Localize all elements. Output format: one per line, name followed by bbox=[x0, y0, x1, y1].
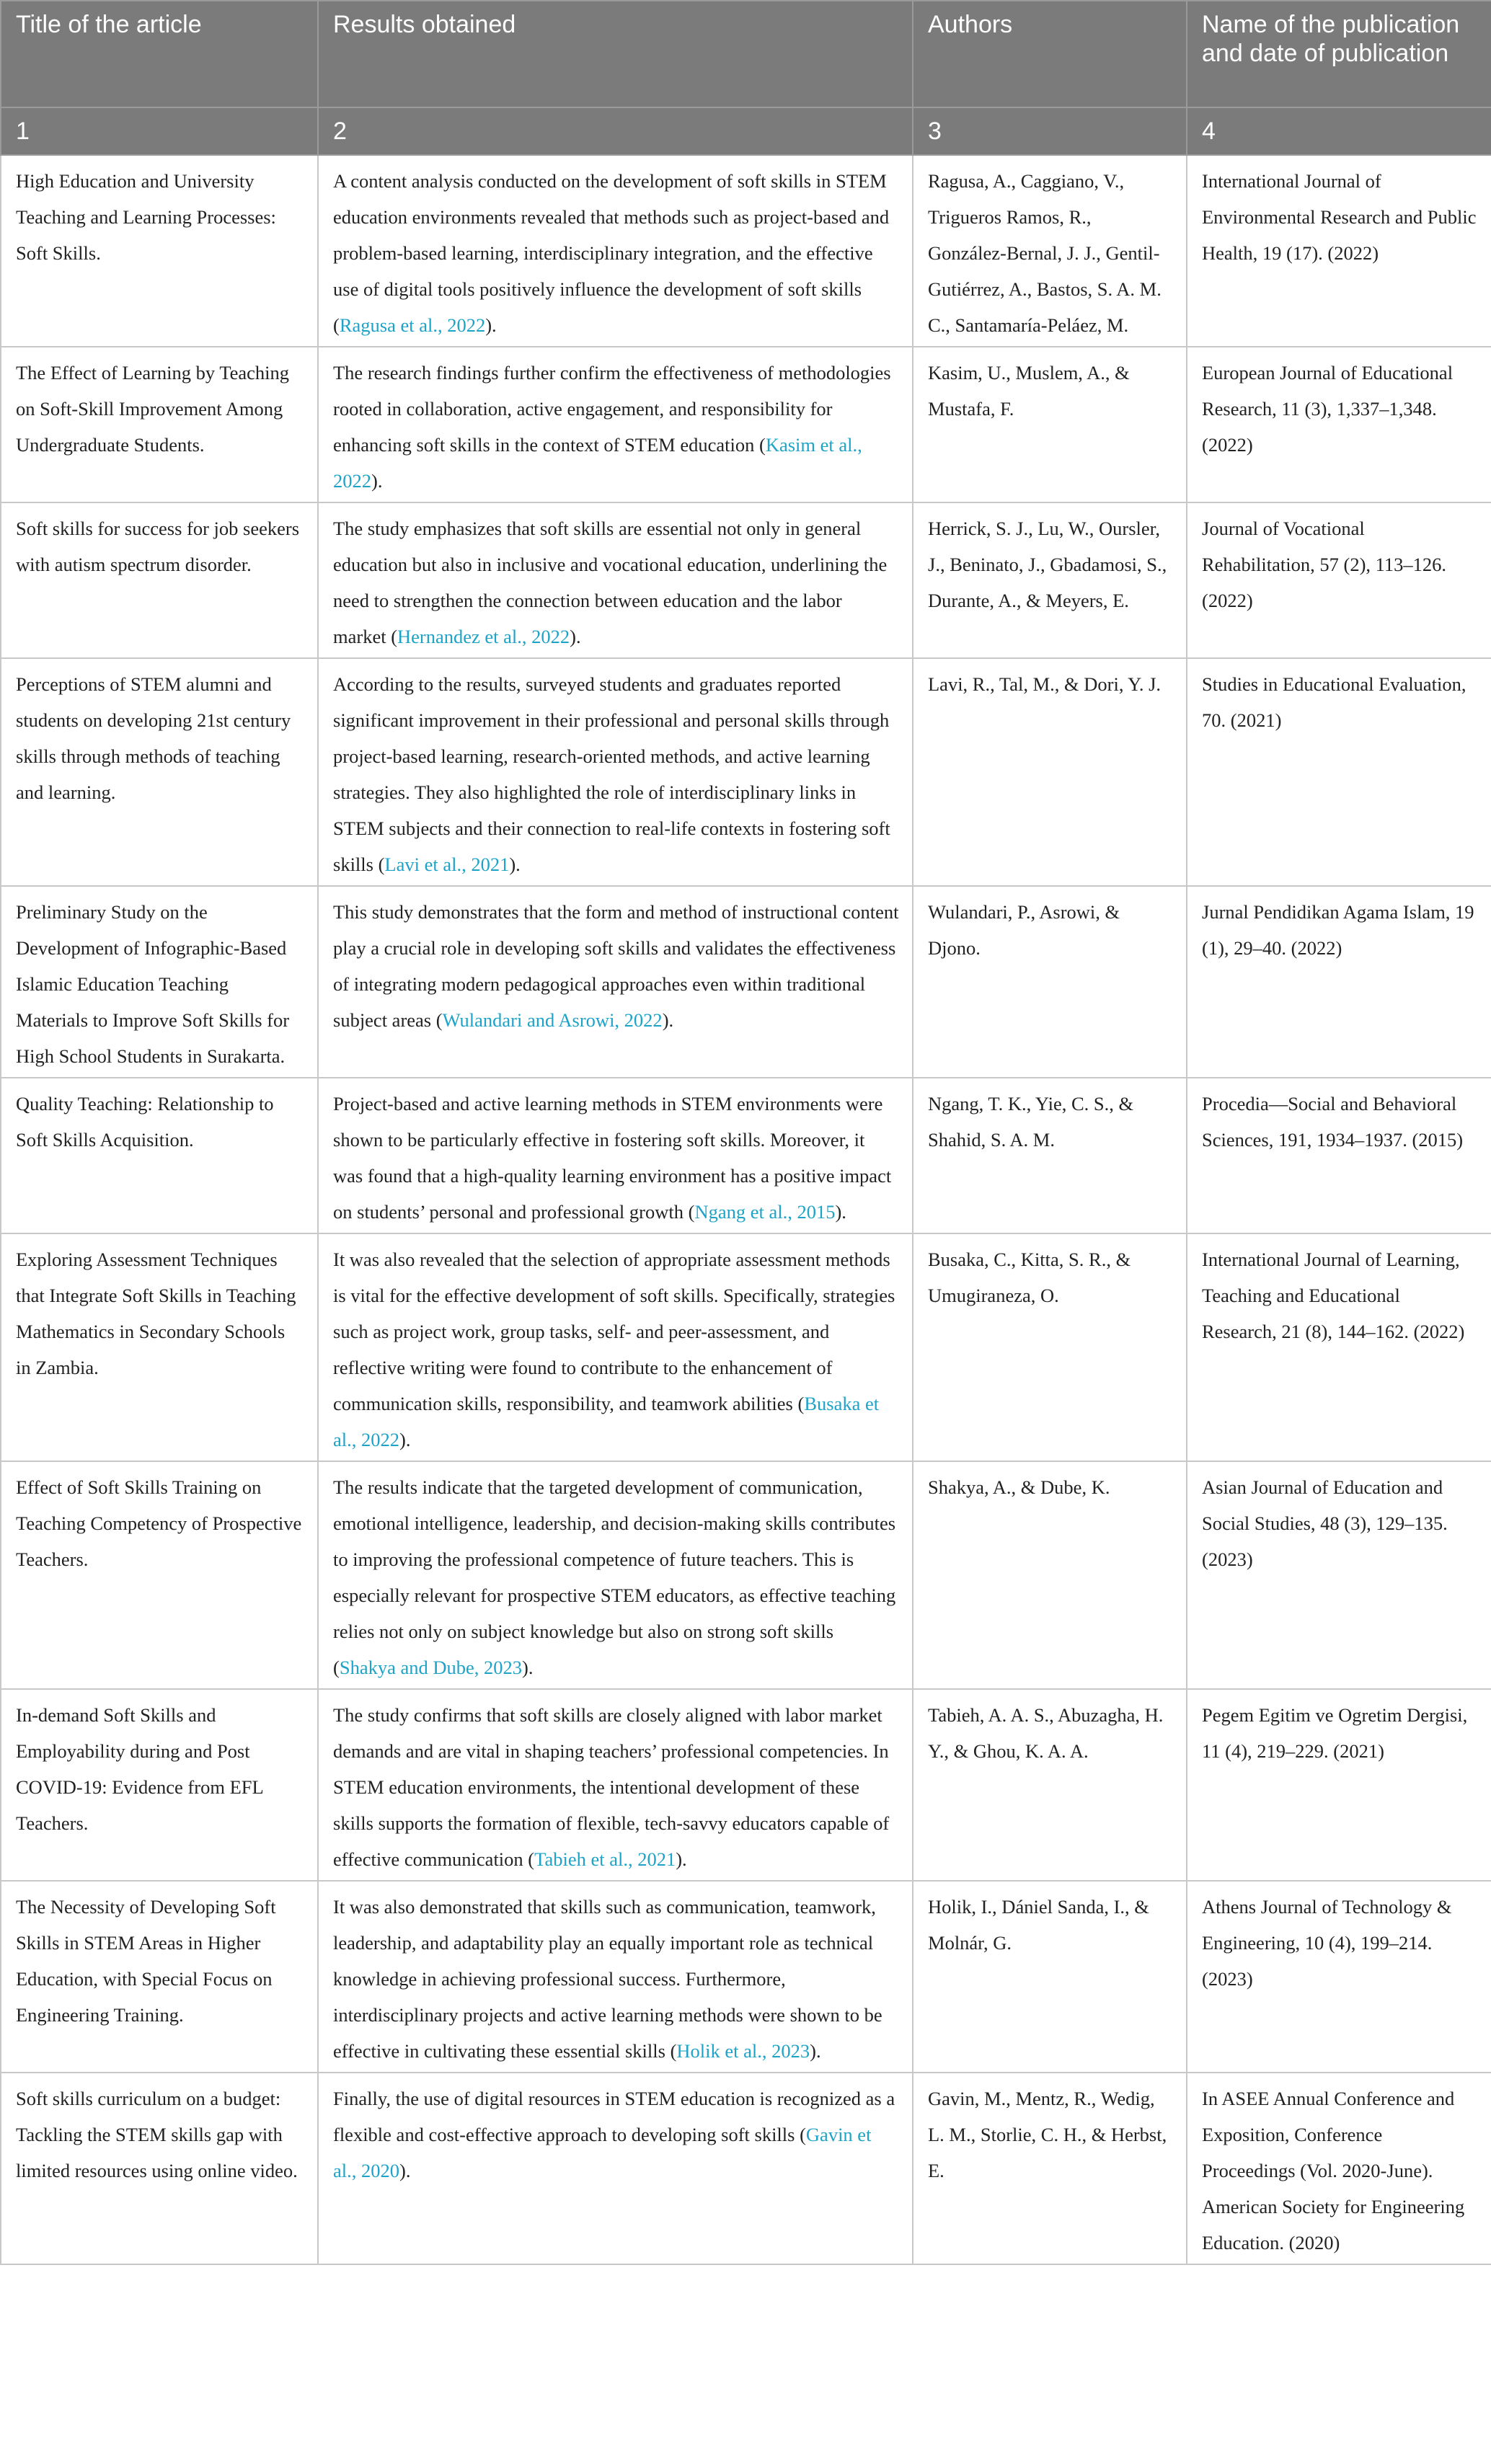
citation-link[interactable]: Holik et al., 2023 bbox=[676, 2040, 810, 2062]
authors-cell: Kasim, U., Muslem, A., & Mustafa, F. bbox=[913, 347, 1187, 502]
result-text: It was also revealed that the selection of appropriate assessment methods is vital for the effective development of soft skills. Specifically, strategies such as project work, group tasks, self- and peer-assessment, and reflective writing were found to contribute to the enhancement of communication skills, responsibility, and teamwork abilities bbox=[333, 1249, 895, 1414]
results-cell: It was also demonstrated that skills such as communication, teamwork, leadership, and adaptability play an equally important role as technical knowledge in achieving professional success. Furthermore, interdisciplinary projects and active learning methods were shown to be effective in cultivating these essential skills (Holik et al., 2023). bbox=[318, 1881, 913, 2073]
result-text: According to the results, surveyed students and graduates reported significant improvement in their professional and personal skills through project-based learning, research-oriented methods, and active learning strategies. They also highlighted the role of interdisciplinary links in STEM subjects and their connection to real-life contexts in fostering soft skills bbox=[333, 673, 890, 875]
article-title: High Education and University Teaching and Learning Processes: Soft Skills. bbox=[1, 155, 318, 347]
article-title: Preliminary Study on the Development of Infographic-Based Islamic Education Teaching Materials to Improve Soft Skills for High School Students in Surakarta. bbox=[1, 886, 318, 1078]
authors-cell: Gavin, M., Mentz, R., Wedig, L. M., Storlie, C. H., & Herbst, E. bbox=[913, 2073, 1187, 2264]
citation-link[interactable]: Wulandari and Asrowi, 2022 bbox=[442, 1009, 663, 1031]
publication-cell: International Journal of Learning, Teaching and Educational Research, 21 (8), 144–162. (2022) bbox=[1187, 1233, 1491, 1461]
results-cell: This study demonstrates that the form and method of instructional content play a crucial role in developing soft skills and validates the effectiveness of integrating modern pedagogical approaches even within traditional subject areas (Wulandari and Asrowi, 2022). bbox=[318, 886, 913, 1078]
table-row bbox=[1, 347, 1491, 502]
result-text: Finally, the use of digital resources in STEM education is recognized as a flexible and cost-effective approach to developing soft skills bbox=[333, 2088, 895, 2145]
results-cell: The research findings further confirm the effectiveness of methodologies rooted in collaboration, active engagement, and responsibility for enhancing soft skills in the context of STEM education (Kasim et al., 2022). bbox=[318, 347, 913, 502]
authors-cell: Herrick, S. J., Lu, W., Oursler, J., Beninato, J., Gbadamosi, S., Durante, A., & Meyers, E. bbox=[913, 502, 1187, 658]
table-row bbox=[1, 1881, 1491, 2073]
publication-cell: Studies in Educational Evaluation, 70. (2021) bbox=[1187, 658, 1491, 886]
article-title: Soft skills for success for job seekers with autism spectrum disorder. bbox=[1, 502, 318, 658]
results-cell: The results indicate that the targeted development of communication, emotional intelligence, leadership, and decision-making skills contributes to improving the professional competence of future teachers. This is especially relevant for prospective STEM educators, as effective teaching relies not only on subject knowledge but also on strong soft skills (Shakya and Dube, 2023). bbox=[318, 1461, 913, 1689]
citation-link[interactable]: Ngang et al., 2015 bbox=[694, 1201, 836, 1223]
table-row bbox=[1, 886, 1491, 1078]
citation-link[interactable]: Hernandez et al., 2022 bbox=[397, 626, 570, 647]
citation-link[interactable]: Kasim et al., 2022 bbox=[333, 434, 862, 492]
article-title: The Effect of Learning by Teaching on Soft-Skill Improvement Among Undergraduate Students. bbox=[1, 347, 318, 502]
article-title: Exploring Assessment Techniques that Integrate Soft Skills in Teaching Mathematics in Secondary Schools in Zambia. bbox=[1, 1233, 318, 1461]
authors-cell: Ngang, T. K., Yie, C. S., & Shahid, S. A. M. bbox=[913, 1078, 1187, 1233]
results-cell: Finally, the use of digital resources in STEM education is recognized as a flexible and cost-effective approach to developing soft skills (Gavin et al., 2020). bbox=[318, 2073, 913, 2264]
publication-cell: Journal of Vocational Rehabilitation, 57 (2), 113–126. (2022) bbox=[1187, 502, 1491, 658]
column-number: 3 bbox=[913, 107, 1187, 155]
result-text: The study emphasizes that soft skills are essential not only in general education but also in inclusive and vocational education, underlining the need to strengthen the connection between education and the labor market bbox=[333, 518, 888, 647]
authors-cell: Wulandari, P., Asrowi, & Djono. bbox=[913, 886, 1187, 1078]
table-header bbox=[1, 1, 1491, 155]
table-row bbox=[1, 2073, 1491, 2264]
header-authors: Authors bbox=[913, 1, 1187, 107]
article-title: Quality Teaching: Relationship to Soft Skills Acquisition. bbox=[1, 1078, 318, 1233]
result-text: The study confirms that soft skills are closely aligned with labor market demands and are vital in shaping teachers’ professional competencies. In STEM education environments, the intentional development of these skills supports the formation of flexible, tech-savvy educators capable of effective communication bbox=[333, 1704, 890, 1870]
column-number: 4 bbox=[1187, 107, 1491, 155]
publication-cell: Procedia—Social and Behavioral Sciences, 191, 1934–1937. (2015) bbox=[1187, 1078, 1491, 1233]
publication-cell: In ASEE Annual Conference and Exposition, Conference Proceedings (Vol. 2020-June). American Society for Engineering Education. (2020) bbox=[1187, 2073, 1491, 2264]
column-number-row bbox=[1, 107, 1491, 155]
authors-cell: Holik, I., Dániel Sanda, I., & Molnár, G. bbox=[913, 1881, 1187, 2073]
results-cell: The study emphasizes that soft skills are essential not only in general education but also in inclusive and vocational education, underlining the need to strengthen the connection between education and the labor market (Hernandez et al., 2022). bbox=[318, 502, 913, 658]
result-text: The research findings further confirm the effectiveness of methodologies rooted in collaboration, active engagement, and responsibility for enhancing soft skills in the context of STEM education bbox=[333, 362, 891, 456]
header-results: Results obtained bbox=[318, 1, 913, 107]
publication-cell: International Journal of Environmental Research and Public Health, 19 (17). (2022) bbox=[1187, 155, 1491, 347]
result-text: A content analysis conducted on the development of soft skills in STEM education environments revealed that methods such as project-based and problem-based learning, interdisciplinary integration, and the effective use of digital tools positively influence the development of soft skills bbox=[333, 170, 890, 300]
table-row bbox=[1, 1689, 1491, 1881]
citation-link[interactable]: Lavi et al., 2021 bbox=[384, 854, 510, 875]
result-text: Project-based and active learning methods in STEM environments were shown to be particularly effective in fostering soft skills. Moreover, it was found that a high-quality learning environment has a positive impact on students’ personal and professional growth bbox=[333, 1093, 892, 1223]
result-text: It was also demonstrated that skills such as communication, teamwork, leadership, and adaptability play an equally important role as technical knowledge in achieving professional success. Furthermore, interdisciplinary projects and active learning methods were shown to be effective in cultivating these essential skills bbox=[333, 1896, 882, 2062]
publication-cell: Athens Journal of Technology & Engineering, 10 (4), 199–214. (2023) bbox=[1187, 1881, 1491, 2073]
results-cell: Project-based and active learning methods in STEM environments were shown to be particularly effective in fostering soft skills. Moreover, it was found that a high-quality learning environment has a positive impact on students’ personal and professional growth (Ngang et al., 2015). bbox=[318, 1078, 913, 1233]
article-title: Perceptions of STEM alumni and students on developing 21st century skills through methods of teaching and learning. bbox=[1, 658, 318, 886]
article-title: The Necessity of Developing Soft Skills in STEM Areas in Higher Education, with Special Focus on Engineering Training. bbox=[1, 1881, 318, 2073]
header-publication: Name of the publication and date of publication bbox=[1187, 1, 1491, 107]
column-number: 2 bbox=[318, 107, 913, 155]
table-row bbox=[1, 155, 1491, 347]
table-row bbox=[1, 658, 1491, 886]
authors-cell: Tabieh, A. A. S., Abuzagha, H. Y., & Ghou, K. A. A. bbox=[913, 1689, 1187, 1881]
table-row bbox=[1, 1461, 1491, 1689]
result-text: This study demonstrates that the form and method of instructional content play a crucial role in developing soft skills and validates the effectiveness of integrating modern pedagogical approaches even within traditional subject areas bbox=[333, 901, 899, 1031]
publication-cell: Asian Journal of Education and Social Studies, 48 (3), 129–135. (2023) bbox=[1187, 1461, 1491, 1689]
authors-cell: Lavi, R., Tal, M., & Dori, Y. J. bbox=[913, 658, 1187, 886]
result-text: The results indicate that the targeted development of communication, emotional intelligence, leadership, and decision-making skills contributes to improving the professional competence of future teachers. This is especially relevant for prospective STEM educators, as effective teaching relies not only on subject knowledge but also on strong soft skills bbox=[333, 1476, 896, 1642]
table-row bbox=[1, 1233, 1491, 1461]
column-number: 1 bbox=[1, 107, 318, 155]
publication-cell: Jurnal Pendidikan Agama Islam, 19 (1), 29–40. (2022) bbox=[1187, 886, 1491, 1078]
results-cell: A content analysis conducted on the development of soft skills in STEM education environments revealed that methods such as project-based and problem-based learning, interdisciplinary integration, and the effective use of digital tools positively influence the development of soft skills (Ragusa et al., 2022). bbox=[318, 155, 913, 347]
header-title: Title of the article bbox=[1, 1, 318, 107]
publication-cell: Pegem Egitim ve Ogretim Dergisi, 11 (4), 219–229. (2021) bbox=[1187, 1689, 1491, 1881]
table-row bbox=[1, 502, 1491, 658]
authors-cell: Busaka, C., Kitta, S. R., & Umugiraneza, O. bbox=[913, 1233, 1187, 1461]
citation-link[interactable]: Ragusa et al., 2022 bbox=[339, 314, 486, 336]
article-title: Effect of Soft Skills Training on Teaching Competency of Prospective Teachers. bbox=[1, 1461, 318, 1689]
citation-link[interactable]: Busaka et al., 2022 bbox=[333, 1393, 880, 1450]
citation-link[interactable]: Shakya and Dube, 2023 bbox=[339, 1657, 523, 1678]
article-title: Soft skills curriculum on a budget: Tackling the STEM skills gap with limited resources using online video. bbox=[1, 2073, 318, 2264]
citation-link[interactable]: Tabieh et al., 2021 bbox=[534, 1848, 676, 1870]
results-cell: It was also revealed that the selection of appropriate assessment methods is vital for the effective development of soft skills. Specifically, strategies such as project work, group tasks, self- and peer-assessment, and reflective writing were found to contribute to the enhancement of communication skills, responsibility, and teamwork abilities (Busaka et al., 2022). bbox=[318, 1233, 913, 1461]
table-row bbox=[1, 1078, 1491, 1233]
table-body bbox=[1, 155, 1491, 2264]
results-cell: According to the results, surveyed students and graduates reported significant improvement in their professional and personal skills through project-based learning, research-oriented methods, and active learning strategies. They also highlighted the role of interdisciplinary links in STEM subjects and their connection to real-life contexts in fostering soft skills (Lavi et al., 2021). bbox=[318, 658, 913, 886]
citation-link[interactable]: Gavin et al., 2020 bbox=[333, 2124, 872, 2181]
authors-cell: Ragusa, A., Caggiano, V., Trigueros Ramos, R., González-Bernal, J. J., Gentil-Gutiérrez, A., Bastos, S. A. M. C., Santamaría-Peláez, M. bbox=[913, 155, 1187, 347]
results-cell: The study confirms that soft skills are closely aligned with labor market demands and are vital in shaping teachers’ professional competencies. In STEM education environments, the intentional development of these skills supports the formation of flexible, tech-savvy educators capable of effective communication (Tabieh et al., 2021). bbox=[318, 1689, 913, 1881]
authors-cell: Shakya, A., & Dube, K. bbox=[913, 1461, 1187, 1689]
publication-cell: European Journal of Educational Research, 11 (3), 1,337–1,348. (2022) bbox=[1187, 347, 1491, 502]
header-row bbox=[1, 1, 1491, 107]
article-title: In-demand Soft Skills and Employability during and Post COVID-19: Evidence from EFL Teachers. bbox=[1, 1689, 318, 1881]
